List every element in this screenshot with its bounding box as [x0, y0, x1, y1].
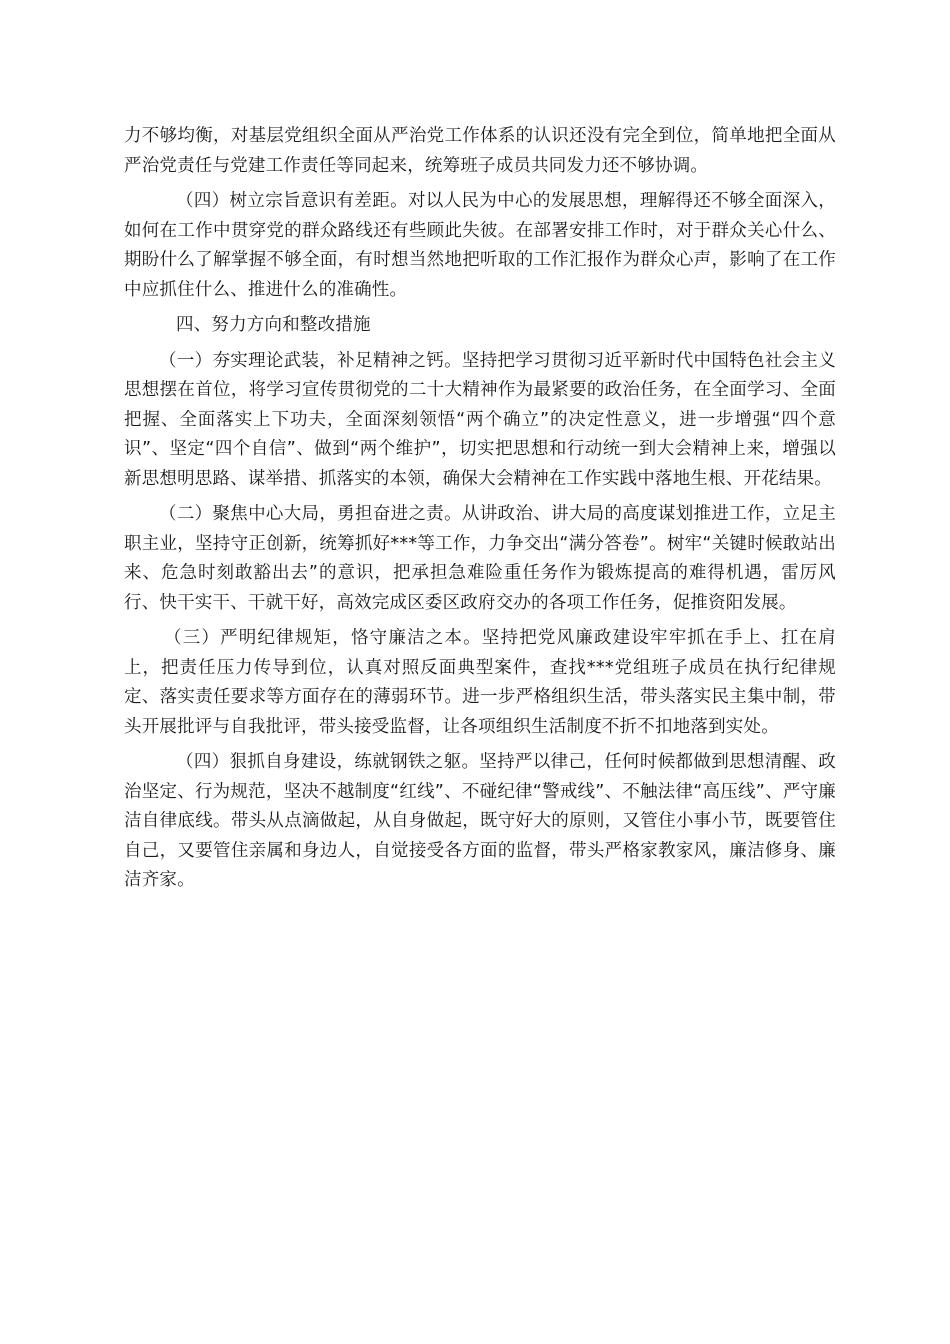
document-page — [124, 122, 836, 902]
measure-paragraph-4: （四）狠抓自身建设，练就钢铁之躯。坚持严以律己，任何时候都做到思想清醒、政治坚定、行为规范，坚决不越制度“红线”、不碰纪律“警戒线”、不触法律“高压线”、严守廉洁自律底线。带头从点滴做起，从自身做起，既守好大的原则，又管住小事小节，既要管住自己，又要管住亲属和身边人，自觉接受各方面的监督，带头严格家教家风，廉洁修身、廉洁齐家。 — [124, 752, 836, 890]
measure-paragraph-3: （三）严明纪律规矩，恪守廉洁之本。坚持把党风廉政建设牢牢抓在手上、扛在肩上，把责任压力传导到位，认真对照反面典型案件，查找***党组班子成员在执行纪律规定、落实责任要求等方面存在的薄弱环节。进一步严格组织生活，带头落实民主集中制，带头开展批评与自我批评，带头接受监督，让各项组织生活制度不折不扣地落到实处。 — [124, 628, 836, 737]
measure-paragraph-2: （二）聚焦中心大局，勇担奋进之责。从讲政治、讲大局的高度谋划推进工作，立足主职主业，坚持守正创新，统筹抓好***等工作，力争交出“满分答卷”。树牢“关键时候敢站出来、危急时刻敢豁出去”的意识，把承担急难险重任务作为锻炼提高的难得机遇，雷厉风行、快干实干、干就干好，高效完成区委区政府交办的各项工作任务，促推资阳发展。 — [124, 504, 836, 613]
section-heading: 四、努力方向和整改措施 — [176, 315, 371, 335]
paragraph-continuation: 力不够均衡，对基层党组织全面从严治党工作体系的认识还没有完全到位，简单地把全面从严治党责任与党建工作责任等同起来，统筹班子成员共同发力还不够协调。 — [124, 126, 836, 176]
measure-paragraph-1: （一）夯实理论武装，补足精神之钙。坚持把学习贯彻习近平新时代中国特色社会主义思想摆在首位，将学习宣传贯彻党的二十大精神作为最紧要的政治任务，在全面学习、全面把握、全面落实上下功夫，全面深刻领悟“两个确立”的决定性意义，进一步增强“四个意识”、坚定“四个自信”、做到“两个维护”，切实把思想和行动统一到大会精神上来，增强以新思想明思路、谋举措、抓落实的本领，确保大会精神在工作实践中落地生根、开花结果。 — [124, 350, 836, 489]
paragraph-section3-item4: （四）树立宗旨意识有差距。对以人民为中心的发展思想，理解得还不够全面深入，如何在工作中贯穿党的群众路线还有些顾此失彼。在部署安排工作时，对于群众关心什么、期盼什么了解掌握不够全面，有时想当然地把听取的工作汇报作为群众心声，影响了在工作中应抓住什么、推进什么的准确性。 — [124, 191, 836, 300]
